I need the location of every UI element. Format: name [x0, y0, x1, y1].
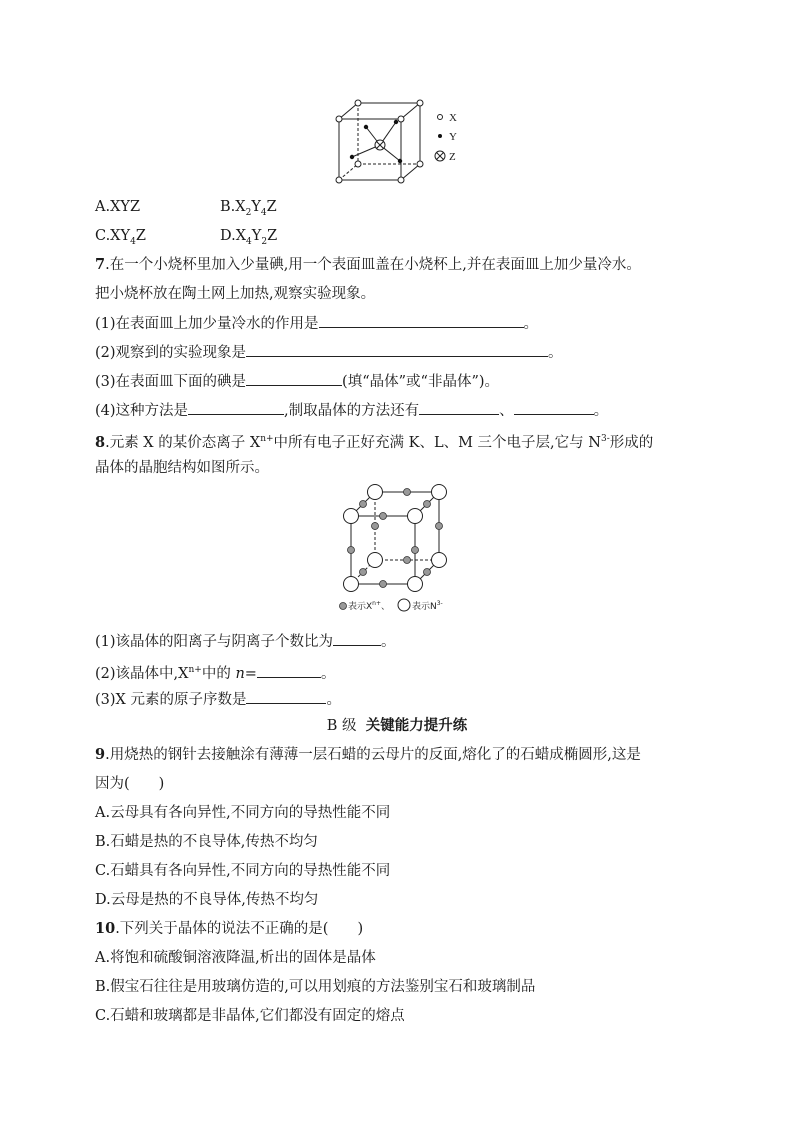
q9-option-c: C.石蜡具有各向异性,不同方向的导热性能不同 — [95, 863, 391, 879]
q7-stem-line1: 7.在一个小烧杯里加入少量碘,用一个表面皿盖在小烧杯上,并在表面皿上加少量冷水。 — [95, 256, 641, 273]
q8-stem-line2: 晶体的晶胞结构如图所示。 — [95, 460, 269, 476]
q7-sub1: (1)在表面皿上加少量冷水的作用是 。 — [95, 313, 538, 334]
q8-sub3-blank[interactable] — [246, 689, 326, 704]
legend-y-label: Y — [449, 131, 457, 143]
q7-sub4: (4)这种方法是 ,制取晶体的方法还有 、 。 — [95, 400, 608, 421]
q6-option-b: $B.X_2Y_4Z$ — [220, 199, 277, 218]
q8-stem-line1: 8.元素 X 的某价态离子 $X^{n+}$中所有电子正好充满 K、L、M 三个电子层,它与 $N^{3-}$形成的 — [95, 433, 654, 451]
legend-z-label: Z — [449, 151, 456, 163]
q7-sub4-blank-3[interactable] — [514, 400, 594, 415]
q8-sub2: (2)该晶体中$,X^{n+}$中的 n= 。 — [95, 660, 335, 684]
q6-option-c: $C.XY_4Z$ — [95, 228, 146, 247]
q7-stem-line2: 把小烧杯放在陶土网上加热,观察实验现象。 — [95, 286, 376, 302]
q7-sub2: (2)观察到的实验现象是 。 — [95, 342, 563, 363]
legend-x-label: X — [449, 112, 457, 124]
q6-option-d: $D.X_4Y_2Z$ — [220, 228, 278, 247]
svg-text:表示N3-: 表示$N^{3-}$ — [412, 600, 443, 612]
q8-sub3: (3)X 元素的原子序数是 。 — [95, 689, 341, 710]
q9-option-a: A.云母具有各向异性,不同方向的导热性能不同 — [95, 805, 391, 821]
q9-stem-line2: 因为( ) — [95, 776, 165, 792]
section-b-heading: B 级 关键能力提升练 — [326, 717, 468, 734]
q9-option-b: B.石蜡是热的不良导体,传热不均匀 — [95, 834, 318, 850]
q7-sub3-blank[interactable] — [246, 371, 342, 386]
crystal-cell-figure-xn — [335, 484, 460, 614]
q10-stem: 10.下列关于晶体的说法不正确的是( ) — [95, 920, 364, 937]
q7-sub3: (3)在表面皿下面的碘是 (填“晶体”或“非晶体”)。 — [95, 371, 499, 392]
crystal-cell-figure-xyz — [330, 98, 470, 190]
svg-text:表示Xn+、: 表示$X^{n+}$、 — [348, 600, 391, 612]
q7-sub4-blank-1[interactable] — [188, 400, 284, 415]
fig2-legend-n: 表示N — [412, 602, 437, 612]
q7-sub1-blank[interactable] — [319, 313, 524, 328]
q6-option-a: A.XYZ — [95, 199, 141, 215]
q10-option-a: A.将饱和硫酸铜溶液降温,析出的固体是晶体 — [95, 950, 376, 966]
q10-option-c: C.石蜡和玻璃都是非晶体,它们都没有固定的熔点 — [95, 1008, 405, 1024]
q7-sub4-blank-2[interactable] — [419, 400, 499, 415]
q8-sub2-blank[interactable] — [257, 663, 321, 678]
q7-sub2-blank[interactable] — [246, 342, 548, 357]
q9-stem-line1: 9.用烧热的钢针去接触涂有薄薄一层石蜡的云母片的反面,熔化了的石蜡成椭圆形,这是 — [95, 746, 641, 763]
q9-option-d: D.云母是热的不良导体,传热不均匀 — [95, 892, 319, 908]
q10-option-b: B.假宝石往往是用玻璃仿造的,可以用划痕的方法鉴别宝石和玻璃制品 — [95, 979, 536, 995]
q8-sub1: (1)该晶体的阳离子与阴离子个数比为 。 — [95, 631, 396, 652]
q8-sub1-blank[interactable] — [333, 631, 381, 646]
fig2-legend-x: 表示X — [348, 602, 373, 612]
